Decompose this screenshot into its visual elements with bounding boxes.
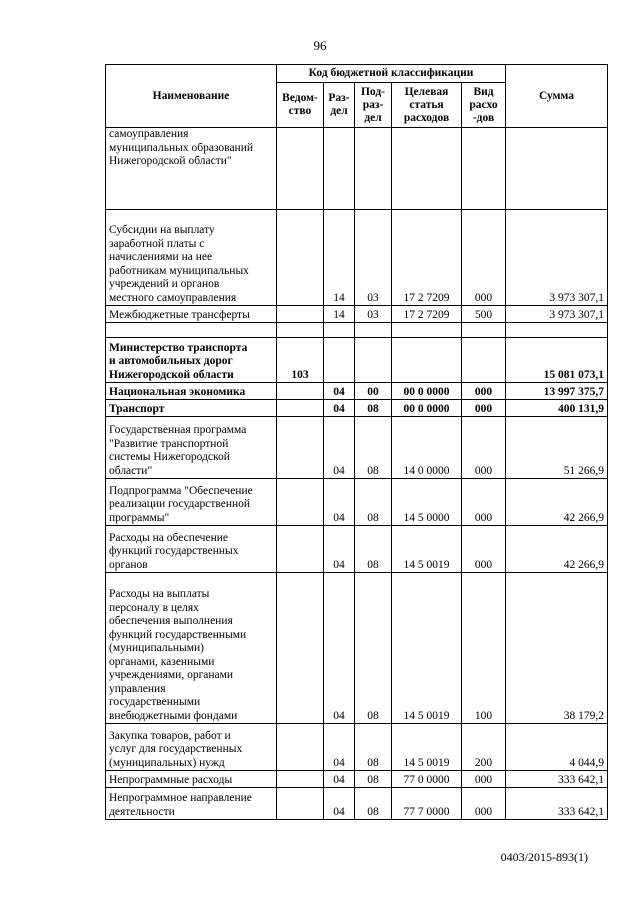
table-row <box>106 400 608 417</box>
cell-name: Министерство транспорта и автомобильных дорог Нижегородской области <box>106 338 277 383</box>
cell-summa: 3 973 307,1 <box>506 210 608 306</box>
table-row <box>106 573 608 724</box>
budget-table <box>105 64 608 820</box>
header-podrazdel: Под- раз- дел <box>355 83 392 128</box>
cell-razdel: 04 <box>324 771 355 788</box>
table-row <box>106 788 608 820</box>
cell-tselevaya <box>392 128 462 210</box>
cell-vedomstvo <box>277 400 324 417</box>
table-row <box>106 128 608 210</box>
header-summa: Сумма <box>506 65 608 128</box>
table-row <box>106 306 608 323</box>
table-row <box>106 383 608 400</box>
cell-summa: 42 266,9 <box>506 479 608 526</box>
cell-vedomstvo <box>277 306 324 323</box>
cell-vid <box>462 323 506 338</box>
cell-vid: 000 <box>462 210 506 306</box>
cell-tselevaya <box>392 338 462 383</box>
table-row <box>106 724 608 771</box>
header-code-group: Код бюджетной классификации <box>277 65 506 83</box>
cell-razdel: 04 <box>324 479 355 526</box>
cell-vedomstvo <box>277 788 324 820</box>
header-tselevaya: Целевая статья расходов <box>392 83 462 128</box>
cell-tselevaya: 14 5 0019 <box>392 724 462 771</box>
cell-vid: 000 <box>462 788 506 820</box>
cell-vedomstvo <box>277 210 324 306</box>
cell-name: Расходы на выплаты персоналу в целях обеспечения выполнения функций государственными (муниципальными) органами, казенными учреждениями, органами управления государственными внебюджетными фондами <box>106 573 277 724</box>
cell-name: Субсидии на выплату заработной платы с начислениями на нее работникам муниципальных учреждений и органов местного самоуправления <box>106 210 277 306</box>
cell-razdel: 04 <box>324 788 355 820</box>
cell-summa: 3 973 307,1 <box>506 306 608 323</box>
cell-summa: 38 179,2 <box>506 573 608 724</box>
page-number: 96 <box>313 38 327 53</box>
table-row <box>106 417 608 479</box>
cell-name: Национальная экономика <box>106 383 277 400</box>
cell-vedomstvo <box>277 479 324 526</box>
cell-tselevaya: 14 5 0019 <box>392 526 462 573</box>
cell-summa: 4 044,9 <box>506 724 608 771</box>
cell-name: Непрограммное направление деятельности <box>106 788 277 820</box>
cell-vid: 500 <box>462 306 506 323</box>
cell-razdel <box>324 128 355 210</box>
cell-razdel: 04 <box>324 383 355 400</box>
table-row <box>106 338 608 383</box>
cell-vid: 000 <box>462 771 506 788</box>
cell-summa <box>506 323 608 338</box>
cell-tselevaya: 77 7 0000 <box>392 788 462 820</box>
cell-vedomstvo <box>277 383 324 400</box>
table-row <box>106 323 608 338</box>
cell-name: Закупка товаров, работ и услуг для государственных (муниципальных) нужд <box>106 724 277 771</box>
cell-name: Непрограммные расходы <box>106 771 277 788</box>
cell-summa: 42 266,9 <box>506 526 608 573</box>
cell-razdel: 14 <box>324 306 355 323</box>
cell-podrazdel: 08 <box>355 573 392 724</box>
cell-razdel <box>324 338 355 383</box>
table-row <box>106 210 608 306</box>
header-vid: Вид расхо -дов <box>462 83 506 128</box>
cell-vid: 000 <box>462 383 506 400</box>
cell-summa: 400 131,9 <box>506 400 608 417</box>
cell-name: самоуправления муниципальных образований Нижегородской области" <box>106 128 277 210</box>
cell-name: Государственная программа "Развитие транспортной системы Нижегородской области" <box>106 417 277 479</box>
header-razdel: Раз- дел <box>324 83 355 128</box>
cell-summa: 13 997 375,7 <box>506 383 608 400</box>
cell-podrazdel: 08 <box>355 771 392 788</box>
header-vedomstvo: Ведом- ство <box>277 83 324 128</box>
cell-podrazdel: 00 <box>355 383 392 400</box>
cell-tselevaya: 00 0 0000 <box>392 400 462 417</box>
cell-podrazdel: 03 <box>355 210 392 306</box>
table-body <box>106 128 608 820</box>
cell-podrazdel <box>355 338 392 383</box>
cell-tselevaya: 17 2 7209 <box>392 210 462 306</box>
cell-razdel: 04 <box>324 724 355 771</box>
cell-name: Расходы на обеспечение функций государственных органов <box>106 526 277 573</box>
cell-vid: 000 <box>462 417 506 479</box>
cell-podrazdel: 08 <box>355 400 392 417</box>
cell-vid <box>462 128 506 210</box>
header-name: Наименование <box>106 65 277 128</box>
cell-tselevaya: 17 2 7209 <box>392 306 462 323</box>
table-row <box>106 526 608 573</box>
cell-summa <box>506 128 608 210</box>
cell-vedomstvo <box>277 724 324 771</box>
cell-name: Межбюджетные трансферты <box>106 306 277 323</box>
cell-podrazdel: 08 <box>355 724 392 771</box>
cell-tselevaya <box>392 323 462 338</box>
cell-summa: 15 081 073,1 <box>506 338 608 383</box>
table-row <box>106 771 608 788</box>
cell-razdel: 14 <box>324 210 355 306</box>
cell-tselevaya: 77 0 0000 <box>392 771 462 788</box>
cell-vid: 100 <box>462 573 506 724</box>
cell-vid: 200 <box>462 724 506 771</box>
cell-tselevaya: 14 0 0000 <box>392 417 462 479</box>
cell-name: Подпрограмма "Обеспечение реализации государственной программы" <box>106 479 277 526</box>
cell-razdel <box>324 323 355 338</box>
cell-razdel: 04 <box>324 573 355 724</box>
cell-tselevaya: 14 5 0000 <box>392 479 462 526</box>
cell-razdel: 04 <box>324 526 355 573</box>
cell-podrazdel: 03 <box>355 306 392 323</box>
cell-podrazdel <box>355 323 392 338</box>
cell-podrazdel: 08 <box>355 479 392 526</box>
cell-vedomstvo <box>277 417 324 479</box>
cell-vid <box>462 338 506 383</box>
cell-podrazdel: 08 <box>355 788 392 820</box>
cell-vedomstvo: 103 <box>277 338 324 383</box>
cell-tselevaya: 14 5 0019 <box>392 573 462 724</box>
cell-vedomstvo <box>277 323 324 338</box>
cell-vid: 000 <box>462 479 506 526</box>
cell-summa: 51 266,9 <box>506 417 608 479</box>
cell-vid: 000 <box>462 526 506 573</box>
cell-vid: 000 <box>462 400 506 417</box>
cell-vedomstvo <box>277 128 324 210</box>
cell-name: Транспорт <box>106 400 277 417</box>
cell-podrazdel: 08 <box>355 417 392 479</box>
cell-summa: 333 642,1 <box>506 771 608 788</box>
cell-razdel: 04 <box>324 417 355 479</box>
cell-podrazdel <box>355 128 392 210</box>
cell-vedomstvo <box>277 573 324 724</box>
table-row <box>106 479 608 526</box>
cell-vedomstvo <box>277 771 324 788</box>
cell-name <box>106 323 277 338</box>
cell-vedomstvo <box>277 526 324 573</box>
cell-tselevaya: 00 0 0000 <box>392 383 462 400</box>
footer-code: 0403/2015-893(1) <box>500 850 588 864</box>
cell-summa: 333 642,1 <box>506 788 608 820</box>
cell-podrazdel: 08 <box>355 526 392 573</box>
cell-razdel: 04 <box>324 400 355 417</box>
